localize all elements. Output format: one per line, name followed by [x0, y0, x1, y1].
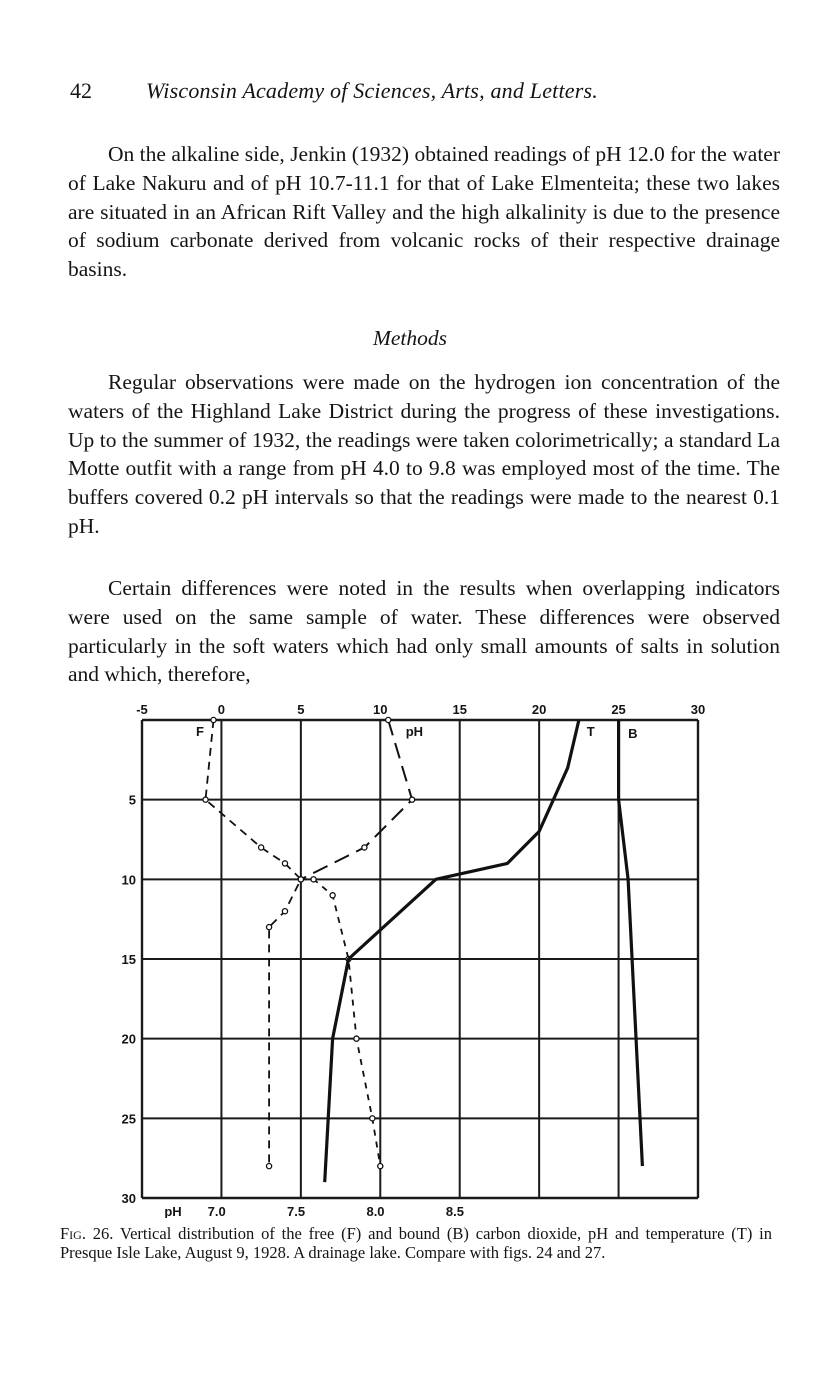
- series-label-b: B: [628, 726, 638, 741]
- depth-axis-tick-label: 20: [121, 1031, 136, 1047]
- bottom-axis-tick-label: 8.5: [445, 1204, 464, 1218]
- figure-26: [100, 698, 720, 1218]
- series-marker-ph: [362, 845, 367, 850]
- series-marker-f: [259, 845, 264, 850]
- series-marker-f: [282, 909, 287, 914]
- bottom-axis-label: pH: [164, 1204, 182, 1218]
- series-marker-f: [211, 717, 216, 722]
- series-marker-ph-lower: [370, 1116, 375, 1121]
- top-axis-tick-label: 20: [531, 702, 547, 717]
- bottom-axis-tick-label: 8.0: [366, 1204, 385, 1218]
- paragraph-differences: Certain differences were noted in the results when overlapping indicators were used on the same sample of water. These differences were observed particularly in the soft waters which had only small amounts of salts in solution and which, therefore,: [68, 576, 780, 687]
- series-line-t: [325, 720, 579, 1182]
- paragraph-observations: Regular observations were made on the hydrogen ion concentration of the waters of the Highland Lake District during the progress of these investigations. Up to the summer of 1932, the readings were taken colorimetrically; a standard La Motte outfit with a range from pH 4.0 to 9.8 was employed most of the time. The buffers covered 0.2 pH intervals so that the readings were made to the nearest 0.1 pH.: [68, 370, 780, 538]
- series-marker-f: [266, 1164, 271, 1169]
- caption-text: Vertical distribution of the free (F) and bound (B) carbon dioxide, pH and temperature (T) in Presque Isle Lake, August 9, 1928. A drainage lake. Compare with figs. 24 and 27.: [60, 1224, 772, 1262]
- series-marker-ph: [386, 717, 391, 722]
- series-line-ph-lower: [301, 879, 380, 1166]
- series-label-t: T: [586, 724, 595, 739]
- series-marker-f: [282, 861, 287, 866]
- series-marker-f: [266, 925, 271, 930]
- figure-caption: [60, 1224, 772, 1262]
- paragraph-alkaline: On the alkaline side, Jenkin (1932) obtained readings of pH 12.0 for the water of Lake Nakuru and of pH 10.7-11.1 for that of Lake Elmenteita; these two lakes are situated in an African Rift Valley and the high alkalinity is due to the presence of sodium carbonate derived from volcanic rocks of their respective drainage basins.: [68, 142, 780, 282]
- page-number: 42: [70, 78, 92, 103]
- top-axis-tick-label: 25: [611, 702, 626, 717]
- depth-axis-tick-label: 5: [128, 792, 136, 808]
- series-label-ph: pH: [405, 724, 424, 739]
- series-label-f: F: [196, 724, 204, 739]
- bottom-axis-tick-label: 7.5: [287, 1204, 306, 1218]
- page-header: [70, 78, 750, 114]
- depth-axis-tick-label: 10: [121, 872, 136, 888]
- top-axis-tick-label: 10: [373, 702, 388, 717]
- running-head: Wisconsin Academy of Sciences, Arts, and Letters.: [146, 78, 598, 103]
- top-axis-tick-label: 5: [297, 702, 305, 717]
- series-line-b: [619, 720, 643, 1166]
- top-axis-tick-label: 15: [452, 702, 467, 717]
- series-marker-ph-lower: [311, 877, 316, 882]
- bottom-axis-tick-label: 7.0: [207, 1204, 226, 1218]
- depth-axis-tick-label: 25: [121, 1111, 136, 1127]
- series-marker-ph: [409, 797, 414, 802]
- section-heading-methods: Methods: [372, 326, 448, 350]
- series-marker-f: [203, 797, 208, 802]
- series-marker-ph-lower: [378, 1164, 383, 1169]
- top-axis-tick-label: -5: [136, 702, 148, 717]
- depth-profile-chart: [100, 698, 720, 1218]
- depth-axis-tick-label: 15: [121, 952, 136, 967]
- series-marker-ph-lower: [330, 893, 335, 898]
- series-marker-ph-lower: [298, 877, 303, 882]
- series-marker-ph-lower: [354, 1036, 359, 1041]
- series-line-f: [206, 720, 301, 1166]
- depth-axis-tick-label: 30: [121, 1191, 136, 1206]
- top-axis-tick-label: 0: [217, 702, 226, 717]
- top-axis-tick-label: 30: [690, 702, 706, 717]
- caption-label: Fig. 26.: [60, 1224, 114, 1243]
